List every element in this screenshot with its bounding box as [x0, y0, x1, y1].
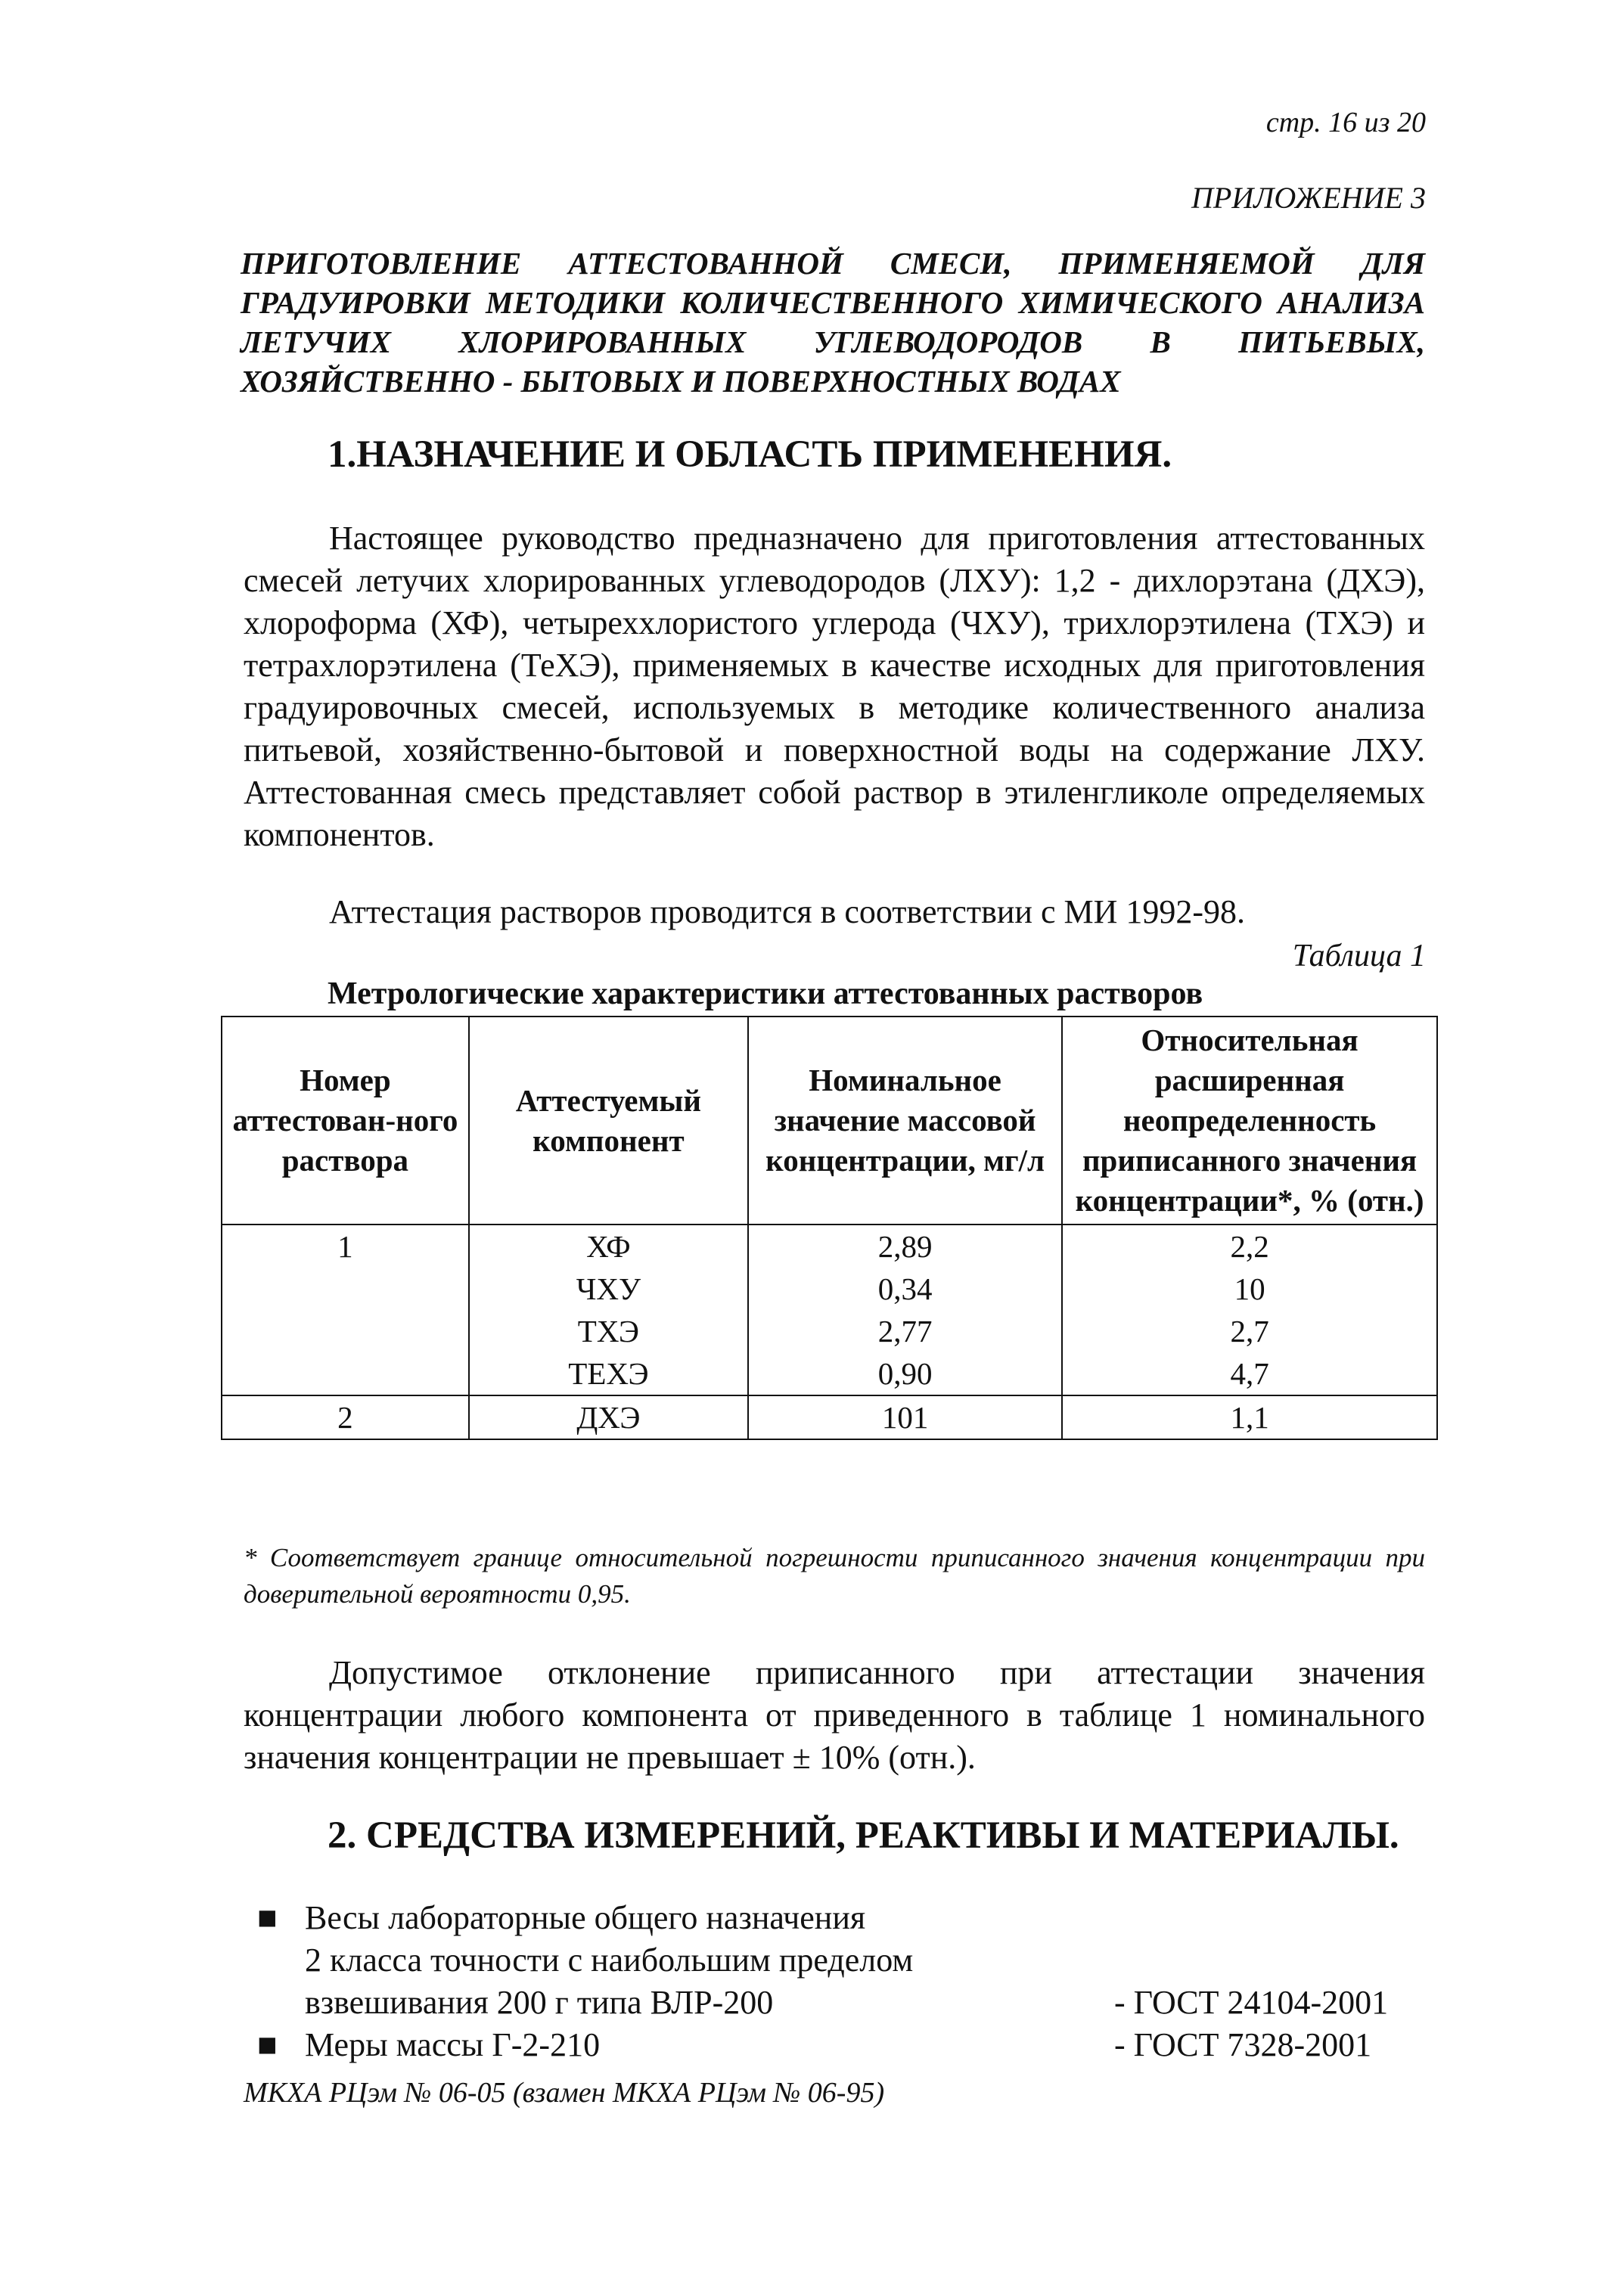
cell-uncertainty: 2,2	[1062, 1225, 1437, 1268]
cell-uncertainty: 4,7	[1062, 1352, 1437, 1395]
item-standard: - ГОСТ 7328-2001	[1114, 2026, 1372, 2063]
bullet-icon: ■	[257, 1899, 278, 1936]
cell-number: 1	[222, 1225, 469, 1268]
cell-component: ТХЭ	[469, 1310, 748, 1352]
cell-number	[222, 1268, 469, 1310]
metrology-table	[221, 1016, 1438, 1440]
table-label: Таблица 1	[1292, 939, 1426, 973]
list-item	[257, 2024, 1437, 2066]
cell-component: ЧХУ	[469, 1268, 748, 1310]
title-line: ЛЕТУЧИХ ХЛОРИРОВАННЫХ УГЛЕВОДОРОДОВ В ПИТЬЕВЫХ,	[241, 324, 1425, 359]
table-title: Метрологические характеристики аттестованных растворов	[328, 976, 1203, 1011]
cell-uncertainty: 1,1	[1062, 1395, 1437, 1439]
item-line: 2 класса точности с наибольшим пределом	[305, 1942, 914, 1979]
appendix-label: ПРИЛОЖЕНИЕ 3	[1191, 181, 1426, 215]
table-row	[222, 1395, 1437, 1439]
section-2-heading: 2. СРЕДСТВА ИЗМЕРЕНИЙ, РЕАКТИВЫ И МАТЕРИАЛЫ.	[328, 1814, 1399, 1857]
header-nominal-value: Номинальное значение массовой концентрации, мг/л	[748, 1017, 1062, 1225]
page-number: стр. 16 из 20	[1265, 107, 1426, 138]
list-item	[257, 1897, 1437, 2024]
cell-number: 2	[222, 1395, 469, 1439]
table-row	[222, 1352, 1437, 1395]
header-solution-number: Номер аттестован-ного раствора	[222, 1017, 469, 1225]
item-line: Весы лабораторные общего назначения	[305, 1899, 866, 1936]
tolerance-paragraph	[244, 1652, 1425, 1779]
table-row	[222, 1310, 1437, 1352]
cell-value: 2,77	[748, 1310, 1062, 1352]
paragraph-text: Аттестация растворов проводится в соответствии с МИ 1992-98.	[329, 893, 1246, 930]
section-1-paragraph	[244, 517, 1425, 856]
table-footnote: * Соответствует границе относительной погрешности приписанного значения концентрации при доверительной вероятности 0,95.	[244, 1543, 1425, 1609]
section-1-heading: 1.НАЗНАЧЕНИЕ И ОБЛАСТЬ ПРИМЕНЕНИЯ.	[328, 433, 1172, 476]
document-title	[241, 244, 1425, 401]
cell-value: 0,90	[748, 1352, 1062, 1395]
paragraph-text: Допустимое отклонение приписанного при аттестации значения концентрации любого компонента от приведенного в таблице 1 номинального значения концентрации не превышает ± 10% (отн.).	[244, 1654, 1425, 1776]
table-header-row	[222, 1017, 1437, 1225]
item-line: взвешивания 200 г типа ВЛР-200	[305, 1984, 774, 2021]
cell-component: ДХЭ	[469, 1395, 748, 1439]
cell-value: 101	[748, 1395, 1062, 1439]
title-line: ПРИГОТОВЛЕНИЕ АТТЕСТОВАННОЙ СМЕСИ, ПРИМЕНЯЕМОЙ ДЛЯ	[241, 246, 1425, 281]
cell-component: ТЕХЭ	[469, 1352, 748, 1395]
title-line: ГРАДУИРОВКИ МЕТОДИКИ КОЛИЧЕСТВЕННОГО ХИМИЧЕСКОГО АНАЛИЗА	[241, 285, 1425, 320]
cell-component: ХФ	[469, 1225, 748, 1268]
cell-number	[222, 1310, 469, 1352]
title-line: ХОЗЯЙСТВЕННО - БЫТОВЫХ И ПОВЕРХНОСТНЫХ ВОДАХ	[241, 364, 1121, 399]
cell-uncertainty: 10	[1062, 1268, 1437, 1310]
item-line: Меры массы Г-2-210	[305, 2026, 601, 2063]
item-standard: - ГОСТ 24104-2001	[1114, 1984, 1389, 2021]
paragraph-text: Настоящее руководство предназначено для приготовления аттестованных смесей летучих хлорированных углеводородов (ЛХУ): 1,2 - дихлорэтана (ДХЭ), хлороформа (ХФ), четыреххлористого углерода (ЧХУ), трихлорэтилена (ТХЭ) и тетрахлорэтилена (ТеХЭ), применяемых в качестве исходных для приготовления градуировочных смесей, используемых в методике количественного анализа питьевой, хозяйственно-бытовой и поверхностной воды на содержание ЛХУ. Аттестованная смесь представляет собой раствор в этиленгликоле определяемых компонентов.	[244, 520, 1425, 853]
cell-uncertainty: 2,7	[1062, 1310, 1437, 1352]
cell-value: 0,34	[748, 1268, 1062, 1310]
bullet-icon: ■	[257, 2026, 278, 2063]
cell-number	[222, 1352, 469, 1395]
certification-paragraph	[244, 891, 1425, 933]
table-row	[222, 1225, 1437, 1268]
header-component: Аттестуемый компонент	[469, 1017, 748, 1225]
table-row	[222, 1268, 1437, 1310]
equipment-list	[257, 1897, 1437, 2066]
document-footer: МКХА РЦэм № 06-05 (взамен МКХА РЦэм № 06-95)	[244, 2077, 885, 2109]
cell-value: 2,89	[748, 1225, 1062, 1268]
header-uncertainty: Относительная расширенная неопределенность приписанного значения концентрации*, % (отн.)	[1062, 1017, 1437, 1225]
